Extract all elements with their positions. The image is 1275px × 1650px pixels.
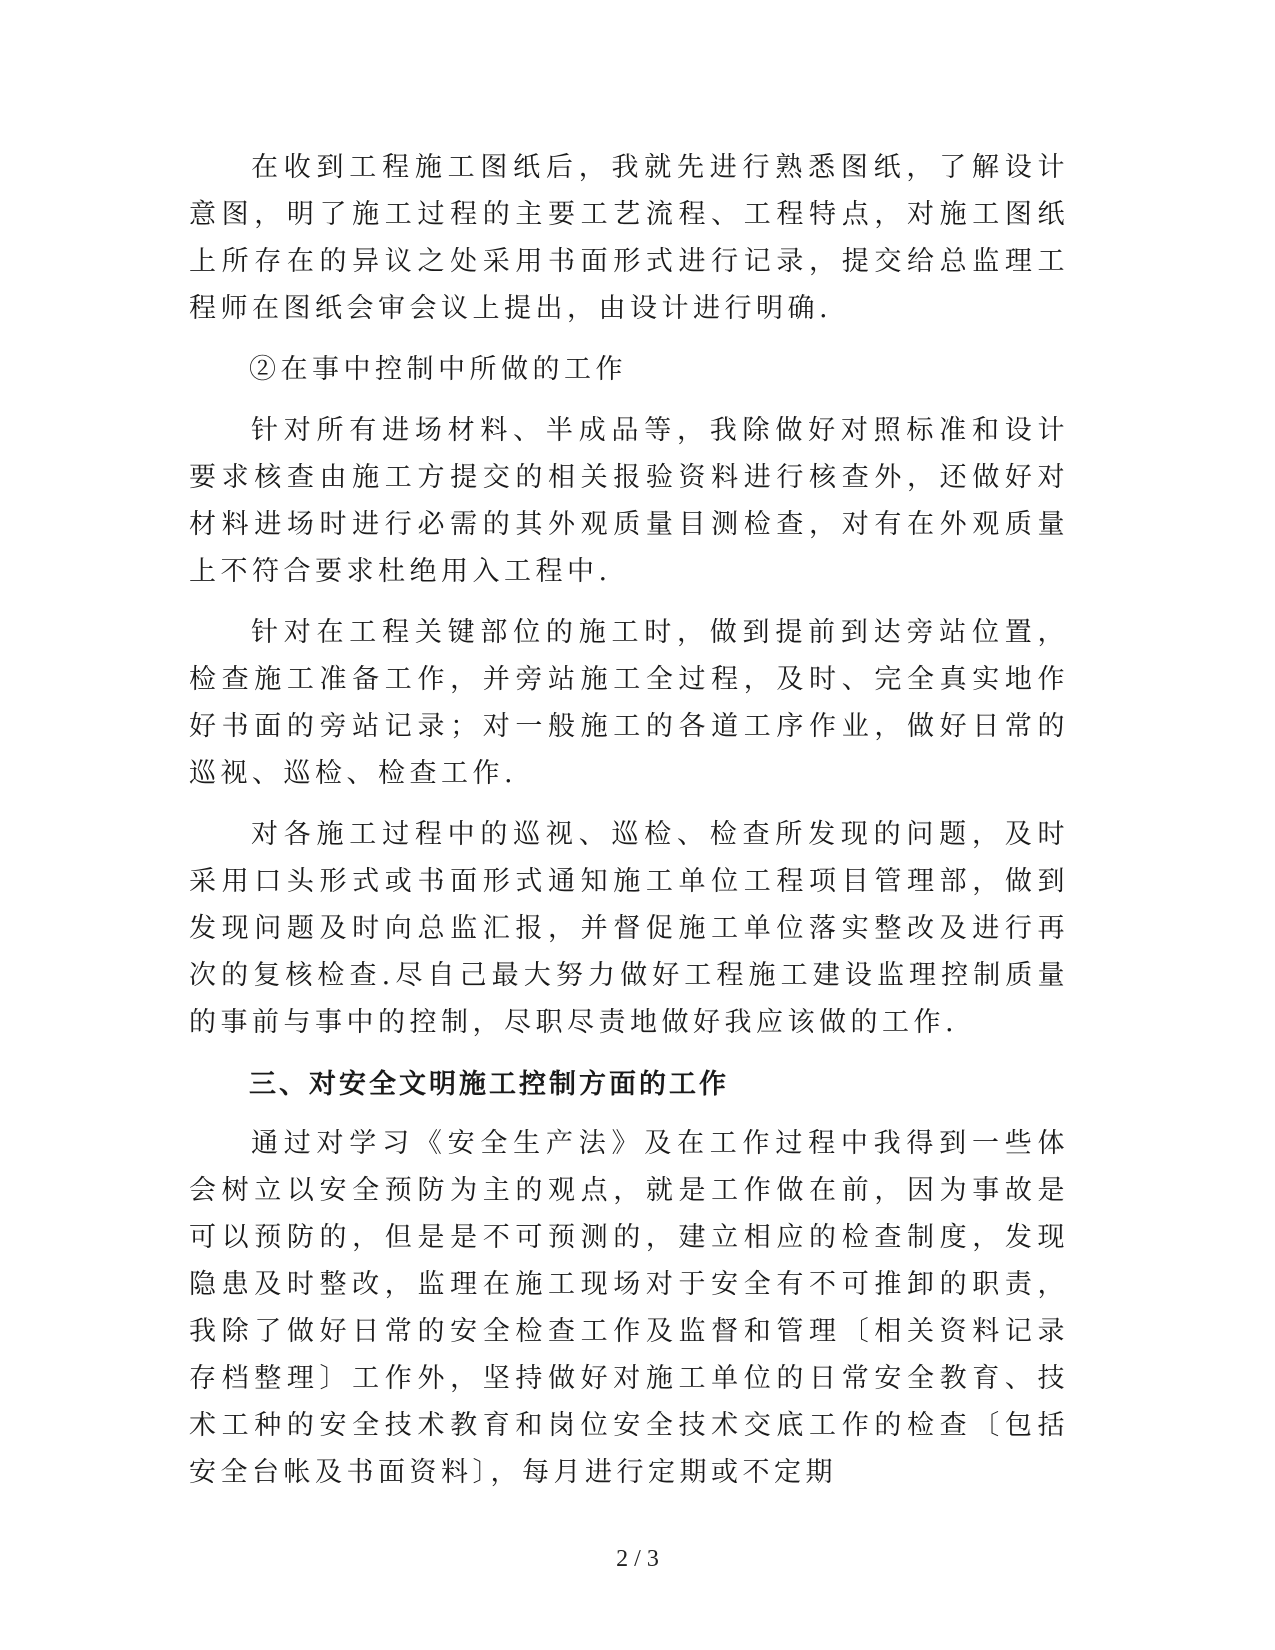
paragraph-material-inspection: 针对所有进场材料、半成品等，我除做好对照标准和设计要求核查由施工方提交的相关报验资料进行核查外，还做好对材料进场时进行必需的其外观质量目测检查，对有在外观质量上不符合要求杜绝用入工程中. (189, 415, 1069, 587)
paragraph-gap (189, 595, 1069, 609)
paragraph-gap (189, 1110, 1069, 1120)
paragraph-issue-reporting: 对各施工过程中的巡视、巡检、检查所发现的问题，及时采用口头形式或书面形式通知施工单位工程项目管理部，做到发现问题及时向总监汇报，并督促施工单位落实整改及进行再次的复核检查.尽自己最大努力做好工程施工建设监理控制质量的事前与事中的控制，尽职尽责地做好我应该做的工作. (189, 819, 1069, 1038)
subheading-in-process-control: ②在事中控制中所做的工作 (249, 354, 627, 385)
document-body (189, 144, 1069, 1496)
section-heading-safety: 三、对安全文明施工控制方面的工作 (249, 1069, 729, 1100)
paragraph-key-site-supervision: 针对在工程关键部位的施工时，做到提前到达旁站位置，检查施工准备工作，并旁站施工全过程，及时、完全真实地作好书面的旁站记录；对一般施工的各道工序作业，做好日常的巡视、巡检、检查工作. (189, 617, 1069, 789)
paragraph-drawing-review: 在收到工程施工图纸后，我就先进行熟悉图纸，了解设计意图，明了施工过程的主要工艺流程、工程特点，对施工图纸上所存在的异议之处采用书面形式进行记录，提交给总监理工程师在图纸会审会议上提出，由设计进行明确. (189, 152, 1069, 324)
paragraph-gap (189, 797, 1069, 811)
paragraph-gap (189, 393, 1069, 407)
page-number: 2 / 3 (616, 1546, 659, 1572)
paragraph-safety-work: 通过对学习《安全生产法》及在工作过程中我得到一些体会树立以安全预防为主的观点，就是工作做在前，因为事故是可以预防的，但是是不可预测的，建立相应的检查制度，发现隐患及时整改，监理在施工现场对于安全有不可推卸的职责，我除了做好日常的安全检查工作及监督和管理〔相关资料记录存档整理〕工作外，坚持做好对施工单位的日常安全教育、技术工种的安全技术教育和岗位安全技术交底工作的检查〔包括安全台帐及书面资料〕，每月进行定期或不定期 (189, 1128, 1069, 1488)
paragraph-gap (189, 1046, 1069, 1060)
paragraph-gap (189, 332, 1069, 346)
